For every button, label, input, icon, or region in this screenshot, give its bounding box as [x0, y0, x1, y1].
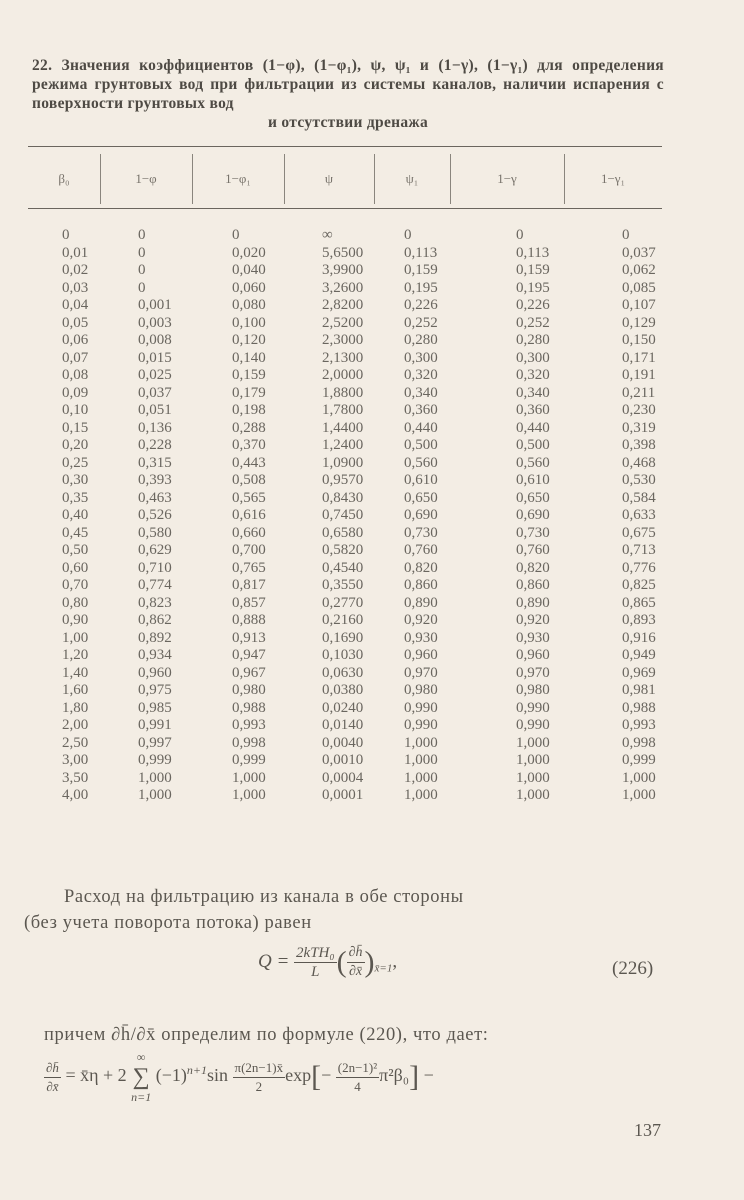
- table-cell: 0,008: [138, 332, 172, 348]
- table-cell: 0,920: [404, 612, 438, 628]
- table-row: [0, 699, 744, 717]
- table-cell: 0,0240: [322, 699, 364, 716]
- table-cell: 0,280: [516, 332, 550, 348]
- table-cell: 0,988: [232, 699, 266, 716]
- table-cell: 1,000: [404, 734, 438, 751]
- table-row: [0, 314, 744, 332]
- table-cell: 1,0900: [322, 454, 364, 471]
- table-cell: 0,3550: [322, 577, 364, 593]
- table-cell: 2,3000: [322, 332, 364, 348]
- table-cell: 0,970: [516, 664, 550, 681]
- header-1-gamma1: 1−γ₁: [600, 171, 626, 186]
- table-cell: 0,085: [622, 279, 656, 296]
- table-cell: 0,02: [62, 262, 89, 278]
- table-cell: 0,370: [232, 437, 266, 453]
- table-cell: 0,393: [138, 472, 172, 488]
- table-cell: 0,0010: [322, 752, 364, 768]
- table-cell: 0,25: [62, 454, 89, 471]
- table-row: [0, 646, 744, 664]
- table-cell: 0,288: [232, 419, 266, 436]
- table-cell: 4,00: [62, 787, 89, 803]
- table-cell: 0,823: [138, 594, 172, 611]
- table-cell: 0,860: [404, 577, 438, 593]
- table-row: [0, 594, 744, 612]
- table-cell: 0,140: [232, 349, 266, 366]
- table-cell: 0,980: [232, 682, 266, 698]
- table-cell: 0,015: [138, 349, 172, 366]
- table-cell: 0,970: [404, 664, 438, 681]
- table-cell: 0,01: [62, 244, 89, 261]
- table-cell: 0,320: [516, 367, 550, 383]
- table-cell: 1,000: [516, 787, 550, 803]
- table-cell: 0,865: [622, 594, 656, 611]
- table-cell: 0,820: [404, 559, 438, 576]
- table-cell: 0,760: [516, 542, 550, 558]
- table-cell: 0,530: [622, 472, 656, 488]
- table-cell: 0,5820: [322, 542, 364, 558]
- table-cell: 0,252: [404, 314, 438, 331]
- table-row: [0, 541, 744, 559]
- table-cell: 0,340: [516, 384, 550, 401]
- table-cell: 0,100: [232, 314, 266, 331]
- table-cell: 0,226: [404, 297, 438, 313]
- table-row: [0, 454, 744, 472]
- table-cell: 0,107: [622, 297, 656, 313]
- table-cell: 0,051: [138, 402, 172, 418]
- table-cell: 0,690: [404, 507, 438, 523]
- table-cell: 0,500: [516, 437, 550, 453]
- formula-derivative: $\frac{\partial h̄}{\partial x̄}$ = x̄η + 2 ∞ ∑ n=1 $(-1)^{n+1}\sin$ $\frac{\pi(2n-1)x̄}{2}$ exp[− $\frac{\text{(2n−1)²}}{4}$ π²β₀] −: [46, 1050, 434, 1104]
- table-cell: 0,4540: [322, 559, 364, 576]
- table-cell: 0,999: [232, 752, 266, 768]
- table-cell: 0,913: [232, 629, 266, 646]
- table-cell: 0,988: [622, 699, 656, 716]
- table-cell: 0,198: [232, 402, 266, 418]
- table-cell: 0,09: [62, 384, 89, 401]
- table-row: [0, 471, 744, 489]
- table-row: [0, 559, 744, 577]
- table-cell: 2,0000: [322, 367, 364, 383]
- table-cell: 0,319: [622, 419, 656, 436]
- table-cell: 0,1030: [322, 647, 364, 663]
- table-cell: 5,6500: [322, 244, 364, 261]
- table-cell: 0,998: [232, 734, 266, 751]
- table-cell: 0,20: [62, 437, 89, 453]
- table-cell: 0: [404, 227, 412, 243]
- table-cell: 0,230: [622, 402, 656, 418]
- table-cell: 0,890: [404, 594, 438, 611]
- table-cell: 0,920: [516, 612, 550, 628]
- table-row: [0, 436, 744, 454]
- paragraph-line: Расход на фильтрацию из канала в обе стороны: [64, 887, 464, 907]
- table-cell: 0,969: [622, 664, 656, 681]
- table-cell: 1,000: [232, 787, 266, 803]
- table-cell: 1,000: [404, 769, 438, 786]
- table-cell: 0,930: [516, 629, 550, 646]
- table-cell: 0,862: [138, 612, 172, 628]
- table-cell: 0,08: [62, 367, 89, 383]
- table-cell: 0,990: [404, 699, 438, 716]
- table-cell: 0,003: [138, 314, 172, 331]
- table-cell: 0,650: [516, 489, 550, 506]
- table-row: [0, 384, 744, 402]
- table-cell: 0,690: [516, 507, 550, 523]
- table-cell: 0,195: [404, 279, 438, 296]
- table-cell: 1,000: [516, 734, 550, 751]
- table-cell: 0,890: [516, 594, 550, 611]
- table-cell: 0,252: [516, 314, 550, 331]
- table-row: [0, 401, 744, 419]
- table-cell: 0,713: [622, 542, 656, 558]
- table-cell: 0,280: [404, 332, 438, 348]
- table-cell: 0,560: [516, 454, 550, 471]
- header-psi1: ψ₁: [405, 171, 419, 186]
- table-cell: 1,000: [138, 787, 172, 803]
- table-cell: 0,730: [516, 524, 550, 541]
- table-cell: 0,440: [404, 419, 438, 436]
- table-cell: 0,037: [138, 384, 172, 401]
- table-row: [0, 734, 744, 752]
- table-cell: 0,999: [622, 752, 656, 768]
- caption-line: (1−γ₁) для определения режима грунтовых вод при фильтрации: [32, 57, 664, 93]
- table-cell: 0,04: [62, 297, 89, 313]
- table-cell: 0,037: [622, 244, 656, 261]
- table-header-rule: [28, 208, 662, 209]
- table-cell: 0,060: [232, 279, 266, 296]
- table-cell: 0,80: [62, 594, 89, 611]
- table-cell: 0,025: [138, 367, 172, 383]
- table-row: [0, 331, 744, 349]
- table-cell: 0,062: [622, 262, 656, 278]
- table-cell: 0,45: [62, 524, 89, 541]
- table-cell: 3,00: [62, 752, 89, 768]
- table-cell: 0,360: [516, 402, 550, 418]
- table-cell: 0,398: [622, 437, 656, 453]
- paragraph-line: (без учета поворота потока) равен: [24, 913, 312, 933]
- table-cell: 0,40: [62, 507, 89, 523]
- table-cell: 0,228: [138, 437, 172, 453]
- table-cell: 3,50: [62, 769, 89, 786]
- table-cell: 0,975: [138, 682, 172, 698]
- table-cell: 0,990: [516, 717, 550, 733]
- table-cell: ∞: [322, 227, 333, 243]
- table-cell: 0,675: [622, 524, 656, 541]
- table-cell: 0,700: [232, 542, 266, 558]
- table-cell: 0,892: [138, 629, 172, 646]
- table-cell: 0: [232, 227, 240, 243]
- table-cell: 0,440: [516, 419, 550, 436]
- table-cell: 0,50: [62, 542, 89, 558]
- table-cell: 0,0040: [322, 734, 364, 751]
- table-cell: 1,40: [62, 664, 89, 681]
- table-cell: 0,991: [138, 717, 172, 733]
- table-cell: 1,00: [62, 629, 89, 646]
- table-cell: 1,000: [404, 787, 438, 803]
- table-cell: 0,2770: [322, 594, 364, 611]
- caption-line: и отсутствии дренажа: [268, 114, 428, 131]
- table-row: [0, 366, 744, 384]
- caption-line: из системы каналов, наличии испарения с поверхности грунтовых вод: [32, 76, 664, 112]
- table-cell: 0,580: [138, 524, 172, 541]
- table-cell: 0,06: [62, 332, 89, 348]
- page-number: 137: [634, 1120, 661, 1140]
- table-row: [0, 611, 744, 629]
- table-cell: 2,00: [62, 717, 89, 733]
- table-cell: 0,300: [516, 349, 550, 366]
- table-cell: 0,171: [622, 349, 656, 366]
- caption-line: 22. Значения коэффициентов (1−φ), (1−φ₁), ψ, ψ₁ и (1−γ),: [32, 57, 479, 74]
- table-cell: 2,50: [62, 734, 89, 751]
- table-cell: 0,760: [404, 542, 438, 558]
- table-cell: 0,90: [62, 612, 89, 628]
- table-cell: 0,993: [232, 717, 266, 733]
- table-cell: 0: [622, 227, 630, 243]
- table-cell: 0,660: [232, 524, 266, 541]
- table-cell: 3,9900: [322, 262, 364, 278]
- table-cell: 0,960: [516, 647, 550, 663]
- table-row: [0, 524, 744, 542]
- table-cell: 0: [138, 279, 146, 296]
- header-psi: ψ: [324, 171, 334, 186]
- table-cell: 0,159: [404, 262, 438, 278]
- table-cell: 0,610: [404, 472, 438, 488]
- table-cell: 0,03: [62, 279, 89, 296]
- table-cell: 0,07: [62, 349, 89, 366]
- table-cell: 0,967: [232, 664, 266, 681]
- table-cell: 0,934: [138, 647, 172, 663]
- table-cell: 0,997: [138, 734, 172, 751]
- table-cell: 0,584: [622, 489, 656, 506]
- table-cell: 0: [516, 227, 524, 243]
- header-1-phi: 1−φ: [135, 171, 157, 186]
- table-cell: 0,960: [138, 664, 172, 681]
- table-cell: 0,468: [622, 454, 656, 471]
- table-cell: 0: [138, 227, 146, 243]
- table-cell: 1,80: [62, 699, 89, 716]
- derivative: $\frac{\partial h̄}{\partial x̄}$: [348, 945, 363, 979]
- table-row: [0, 296, 744, 314]
- table-cell: 0,040: [232, 262, 266, 278]
- table-cell: 0,990: [516, 699, 550, 716]
- table-cell: 0,136: [138, 419, 172, 436]
- table-cell: 0,893: [622, 612, 656, 628]
- table-cell: 2,1300: [322, 349, 364, 366]
- table-cell: 0,191: [622, 367, 656, 383]
- equation-number: (226): [612, 958, 654, 979]
- table-cell: 0,0004: [322, 769, 364, 786]
- table-row: [0, 664, 744, 682]
- table-cell: 0,1690: [322, 629, 364, 646]
- table-cell: 0,001: [138, 297, 172, 313]
- table-cell: 1,000: [404, 752, 438, 768]
- table-cell: 0,0630: [322, 664, 364, 681]
- table-row: [0, 681, 744, 699]
- table-cell: 1,000: [622, 787, 656, 803]
- table-cell: 0,857: [232, 594, 266, 611]
- table-cell: 0,930: [404, 629, 438, 646]
- table-cell: 1,000: [516, 769, 550, 786]
- table-row: [0, 629, 744, 647]
- fraction: $\frac{\text{2kTH₀}}{L}$: [296, 945, 335, 980]
- table-cell: 0,860: [516, 577, 550, 593]
- table-cell: 0,629: [138, 542, 172, 558]
- table-cell: 0,05: [62, 314, 89, 331]
- table-cell: 0,999: [138, 752, 172, 768]
- table-cell: 0,179: [232, 384, 266, 401]
- table-cell: 0,998: [622, 734, 656, 751]
- table-cell: 0: [62, 227, 70, 243]
- table-cell: 0,776: [622, 559, 656, 576]
- table-row: [0, 244, 744, 262]
- table-cell: 0: [138, 262, 146, 278]
- table-row: [0, 506, 744, 524]
- table-cell: 0,020: [232, 244, 266, 261]
- table-header: [28, 150, 662, 208]
- table-cell: 0,8430: [322, 489, 364, 506]
- table-row: [0, 576, 744, 594]
- table-cell: 0,993: [622, 717, 656, 733]
- formula-226: Q = $\frac{\text{2kTH₀}}{L}$ ( $\frac{\partial h̄}{\partial x̄}$ )$_{x̄=1}$,: [258, 945, 398, 980]
- table-cell: 0,820: [516, 559, 550, 576]
- table-cell: 0,825: [622, 577, 656, 593]
- table-cell: 0,9570: [322, 472, 364, 488]
- table-cell: 0,960: [404, 647, 438, 663]
- table-cell: 0,080: [232, 297, 266, 313]
- header-1-phi1: 1−φ₁: [225, 171, 251, 186]
- table-cell: 0,650: [404, 489, 438, 506]
- table-cell: 0,730: [404, 524, 438, 541]
- table-cell: 1,20: [62, 647, 89, 663]
- table-cell: 0,60: [62, 559, 89, 576]
- table-row: [0, 349, 744, 367]
- table-top-rule: [28, 146, 662, 147]
- table-cell: 0,980: [404, 682, 438, 698]
- table-cell: 0,981: [622, 682, 656, 698]
- table-cell: 1,000: [138, 769, 172, 786]
- table-cell: 0,15: [62, 419, 89, 436]
- table-cell: 0,947: [232, 647, 266, 663]
- table-cell: 0,526: [138, 507, 172, 523]
- formula-lhs: Q =: [258, 950, 290, 972]
- table-row: [0, 226, 744, 244]
- table-cell: 0,150: [622, 332, 656, 348]
- table-cell: 0,113: [516, 244, 550, 261]
- table-cell: 0,113: [404, 244, 438, 261]
- table-cell: 0,508: [232, 472, 266, 488]
- table-row: [0, 489, 744, 507]
- table-cell: 2,5200: [322, 314, 364, 331]
- table-cell: 0,6580: [322, 524, 364, 541]
- table-cell: 0,949: [622, 647, 656, 663]
- table-cell: 0,610: [516, 472, 550, 488]
- table-cell: 0,565: [232, 489, 266, 506]
- table-cell: 1,000: [232, 769, 266, 786]
- table-cell: 0,10: [62, 402, 89, 418]
- table-cell: 0,985: [138, 699, 172, 716]
- table-row: [0, 751, 744, 769]
- table-row: [0, 279, 744, 297]
- table-cell: 1,4400: [322, 419, 364, 436]
- table-cell: 1,000: [622, 769, 656, 786]
- table-cell: 0,916: [622, 629, 656, 646]
- table-cell: 0,360: [404, 402, 438, 418]
- table-cell: 1,2400: [322, 437, 364, 453]
- table-cell: 0,888: [232, 612, 266, 628]
- table-cell: 0,340: [404, 384, 438, 401]
- table-cell: 0,500: [404, 437, 438, 453]
- table-cell: 1,8800: [322, 384, 364, 401]
- table-cell: 0,980: [516, 682, 550, 698]
- table-cell: 0,774: [138, 577, 172, 593]
- table-cell: 2,8200: [322, 297, 364, 313]
- table-cell: 0,226: [516, 297, 550, 313]
- table-cell: 0,35: [62, 489, 89, 506]
- table-cell: 0,0001: [322, 787, 364, 803]
- table-row: [0, 261, 744, 279]
- table-cell: 0,120: [232, 332, 266, 348]
- table-cell: 0,990: [404, 717, 438, 733]
- table-cell: 0,315: [138, 454, 172, 471]
- table-cell: 0,2160: [322, 612, 364, 628]
- table-cell: 0,211: [622, 384, 656, 401]
- table-cell: 0,560: [404, 454, 438, 471]
- table-cell: 0,159: [232, 367, 266, 383]
- table-cell: 0,0380: [322, 682, 364, 698]
- table-row: [0, 786, 744, 804]
- table-row: [0, 769, 744, 787]
- table-cell: 0,765: [232, 559, 266, 576]
- paragraph-flow-rate: [24, 884, 674, 936]
- table-cell: 1,7800: [322, 402, 364, 418]
- table-cell: 0,129: [622, 314, 656, 331]
- table-cell: 0,0140: [322, 717, 364, 733]
- table-caption: [32, 56, 664, 132]
- table-cell: 0,817: [232, 577, 266, 593]
- header-1-gamma: 1−γ: [497, 171, 517, 186]
- table-cell: 0: [138, 244, 146, 261]
- table-cell: 0,320: [404, 367, 438, 383]
- paragraph-derivative: причем ∂h̄/∂x̄ определим по формуле (220), что дает:: [44, 1025, 489, 1045]
- table-cell: 1,60: [62, 682, 89, 698]
- table-cell: 0,300: [404, 349, 438, 366]
- table-cell: 0,443: [232, 454, 266, 471]
- sum-symbol: ∞ ∑ n=1: [131, 1050, 152, 1104]
- table-cell: 0,7450: [322, 507, 364, 523]
- table-cell: 0,633: [622, 507, 656, 523]
- table-cell: 0,195: [516, 279, 550, 296]
- table-cell: 0,30: [62, 472, 89, 488]
- header-beta0: β₀: [58, 171, 70, 186]
- table-row: [0, 716, 744, 734]
- table-cell: 3,2600: [322, 279, 364, 296]
- table-cell: 0,70: [62, 577, 89, 593]
- table-cell: 0,463: [138, 489, 172, 506]
- table-row: [0, 419, 744, 437]
- table-cell: 0,616: [232, 507, 266, 523]
- table-cell: 1,000: [516, 752, 550, 768]
- table-cell: 0,710: [138, 559, 172, 576]
- table-cell: 0,159: [516, 262, 550, 278]
